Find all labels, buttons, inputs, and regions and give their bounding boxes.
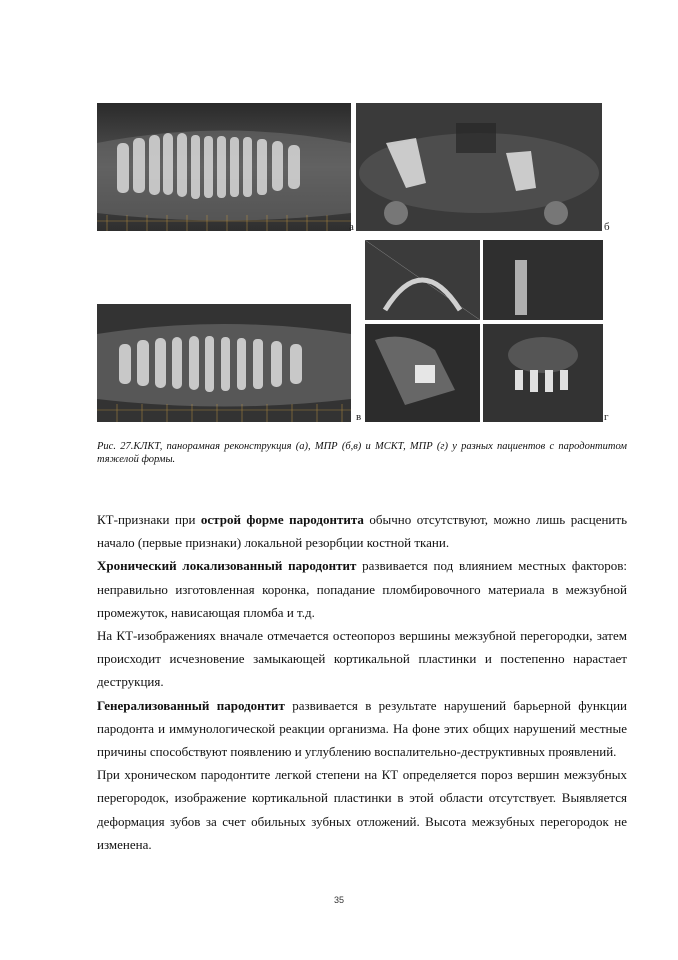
figure-label-g: г (604, 411, 609, 423)
paragraph-5 (97, 763, 627, 856)
bold-term: острой форме пародонтита (200, 512, 364, 527)
figure-label-v: в (356, 411, 362, 423)
text-run: КТ-признаки при (97, 512, 201, 527)
page-number: 35 (333, 895, 344, 905)
text-run: При хроническом пародонтите легкой степени на КТ определяется пороз вершин межзубных перегородок, изображение кортикальной пластинки в этой области отсутствует. Выявляется деформация зубов за счет обильных зубных отложений. Высота межзубных перегородок не изменена. (97, 767, 627, 852)
paragraph-1 (97, 508, 627, 554)
figure-caption: Рис. 27.КЛКТ, панорамная реконструкция (а), МПР (б,в) и МСКТ, МПР (г) у разных пациентов с пародонтитом тяжелой формы. (97, 441, 627, 465)
text-run: развивается под влиянием местных факторов: неправильно изготовленная коронка, попадание пломбировочного материала в межзубной промежуток, нависающая пломба и т.д. (97, 558, 627, 620)
figure-label-a: а (349, 221, 354, 233)
body-text (97, 508, 627, 856)
bold-term: Хронический локализованный пародонтит (97, 558, 357, 574)
bold-term: Генерализованный пародонтит (97, 697, 285, 713)
text-run: На КТ-изображениях вначале отмечается остеопороз вершины межзубной перегородки, затем происходит исчезновение замыкающей кортикальной пластинки и постепенно нарастает деструкция. (97, 628, 627, 690)
panoramic-image-v (97, 304, 351, 422)
mpr-image-b (356, 103, 602, 231)
text-run: обычно отсутствуют, можно лишь расценить начало (первые признаки) локальной резорбции костной ткани. (97, 512, 628, 551)
panoramic-image-a (97, 103, 351, 231)
paragraph-4 (97, 694, 627, 764)
figure-label-b: б (604, 221, 610, 233)
text-run: развивается в результате нарушений барьерной функции пародонта и иммунологической реакции организма. На фоне этих общих нарушений местные причины способствуют появлению и углублению воспалительно-деструктивных проявлений. (97, 697, 627, 760)
msct-image-g (365, 240, 603, 422)
paragraph-3 (97, 624, 627, 694)
paragraph-2 (97, 554, 627, 624)
